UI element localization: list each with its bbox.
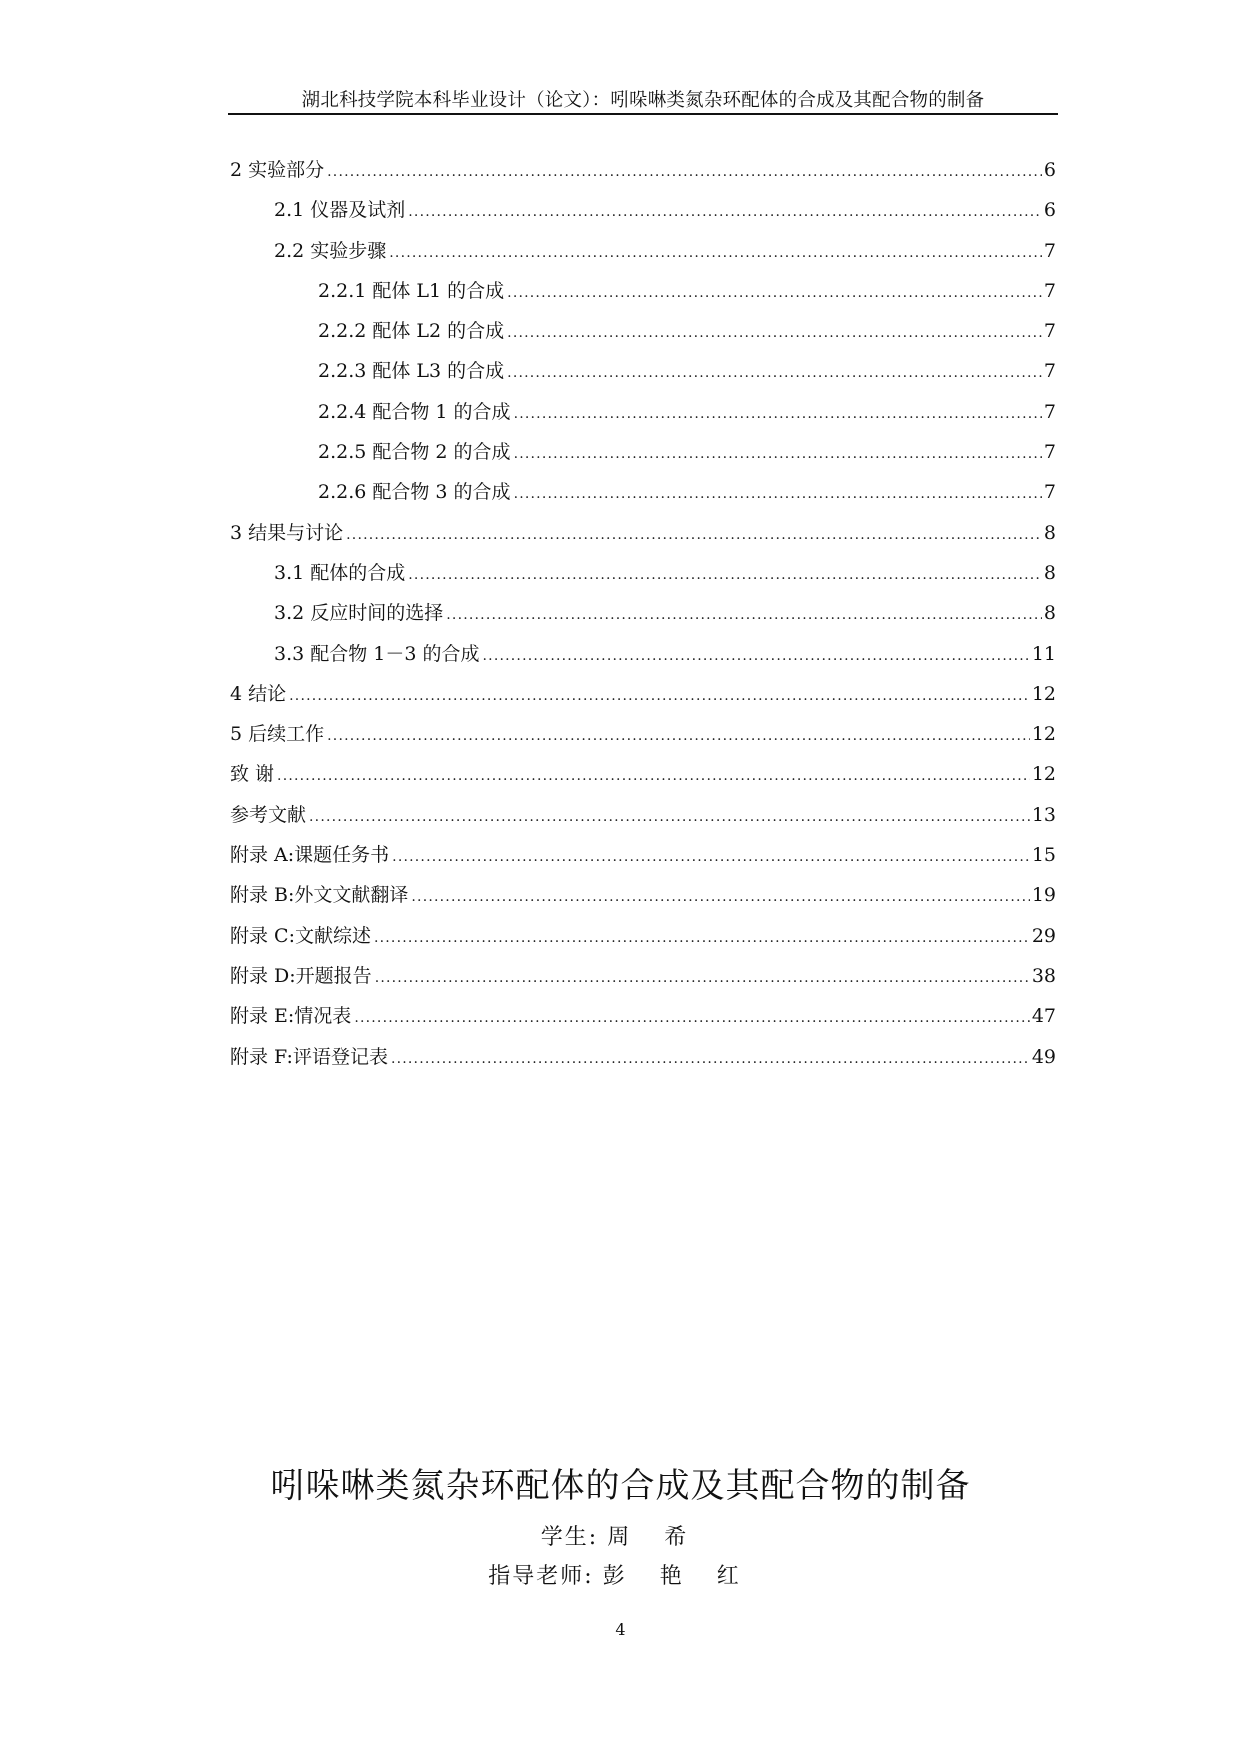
toc-dot-leader <box>389 245 1042 261</box>
toc-entry-page: 7 <box>1043 239 1056 262</box>
toc-entry-page: 15 <box>1031 844 1056 867</box>
toc-entry-label: 3 结果与讨论 <box>230 521 344 544</box>
toc-dot-leader <box>514 486 1042 502</box>
toc-entry-page: 12 <box>1031 763 1056 786</box>
toc-entry[interactable] <box>230 759 1056 799</box>
toc-dot-leader <box>289 688 1030 704</box>
toc-entry-page: 19 <box>1031 884 1056 907</box>
toc-entry-label: 附录 A:课题任务书 <box>230 844 390 867</box>
toc-entry[interactable] <box>230 316 1056 356</box>
toc-entry-label: 附录 F:评语登记表 <box>230 1045 388 1068</box>
toc-entry-page: 6 <box>1043 159 1056 181</box>
toc-entry-page: 7 <box>1043 279 1056 302</box>
toc-entry-label: 3.3 配合物 1－3 的合成 <box>274 642 480 665</box>
toc-dot-leader <box>446 607 1042 623</box>
toc-entry-page: 7 <box>1043 320 1056 343</box>
toc-entry-page: 49 <box>1031 1045 1056 1068</box>
toc-dot-leader <box>411 889 1029 905</box>
toc-dot-leader <box>483 648 1030 664</box>
toc-entry-page: 7 <box>1043 360 1056 383</box>
toc-entry-label: 2.1 仪器及试剂 <box>274 199 406 222</box>
toc-dot-leader <box>507 325 1042 341</box>
toc-entry[interactable] <box>230 1001 1056 1041</box>
toc-entry[interactable] <box>230 477 1056 517</box>
toc-entry-page: 7 <box>1043 481 1056 504</box>
toc-entry-page: 29 <box>1031 924 1056 947</box>
toc-entry[interactable] <box>230 679 1056 719</box>
toc-entry-page: 11 <box>1031 642 1056 665</box>
toc-entry[interactable] <box>230 719 1056 759</box>
toc-entry-label: 2.2.5 配合物 2 的合成 <box>318 441 511 464</box>
advisor-label: 指导老师: <box>488 1564 594 1589</box>
toc-entry-label: 附录 D:开题报告 <box>230 964 372 987</box>
toc-entry-page: 12 <box>1031 682 1056 705</box>
table-of-contents <box>230 155 1056 1082</box>
toc-entry[interactable] <box>230 598 1056 638</box>
toc-entry[interactable] <box>230 397 1056 437</box>
toc-entry-page: 47 <box>1031 1005 1056 1028</box>
toc-entry-page: 7 <box>1043 400 1056 423</box>
toc-dot-leader <box>374 930 1030 946</box>
student-label: 学生: <box>540 1525 599 1550</box>
toc-entry-label: 参考文献 <box>230 803 307 826</box>
page-number: 4 <box>615 1620 626 1639</box>
toc-dot-leader <box>514 446 1042 462</box>
toc-entry-page: 7 <box>1043 441 1056 464</box>
advisor-line <box>0 1559 1241 1590</box>
student-name: 周 希 <box>607 1525 701 1550</box>
toc-entry-label: 5 后续工作 <box>230 723 325 746</box>
toc-entry[interactable] <box>230 1042 1056 1082</box>
toc-entry[interactable] <box>230 518 1056 558</box>
toc-entry-label: 2.2.3 配体 L3 的合成 <box>318 360 505 383</box>
toc-entry-page: 38 <box>1031 964 1056 987</box>
toc-dot-leader <box>375 970 1030 986</box>
toc-dot-leader <box>354 1010 1030 1026</box>
thesis-title: 吲哚啉类氮杂环配体的合成及其配合物的制备 <box>270 1466 971 1506</box>
toc-entry[interactable] <box>230 437 1056 477</box>
toc-dot-leader <box>392 849 1030 865</box>
toc-dot-leader <box>408 204 1042 220</box>
toc-entry[interactable] <box>230 558 1056 598</box>
toc-entry[interactable] <box>230 155 1056 195</box>
toc-entry[interactable] <box>230 840 1056 880</box>
toc-dot-leader <box>507 285 1042 301</box>
toc-entry-label: 致 谢 <box>230 763 275 786</box>
toc-entry-page: 12 <box>1031 723 1056 746</box>
toc-dot-leader <box>408 567 1042 583</box>
student-line <box>0 1520 1241 1551</box>
toc-entry-page: 8 <box>1043 521 1056 544</box>
toc-entry-label: 3.1 配体的合成 <box>274 561 406 584</box>
toc-entry-page: 8 <box>1043 602 1056 625</box>
toc-dot-leader <box>346 527 1042 543</box>
toc-entry-page: 13 <box>1031 803 1056 826</box>
toc-dot-leader <box>327 728 1030 744</box>
toc-entry[interactable] <box>230 921 1056 961</box>
toc-entry-label: 2.2.2 配体 L2 的合成 <box>318 320 505 343</box>
toc-entry[interactable] <box>230 195 1056 235</box>
toc-entry-label: 4 结论 <box>230 682 287 705</box>
advisor-name: 彭 艳 红 <box>602 1564 753 1589</box>
toc-dot-leader <box>514 406 1042 422</box>
toc-entry-label: 2.2.6 配合物 3 的合成 <box>318 481 511 504</box>
toc-entry-label: 附录 B:外文文献翻译 <box>230 884 409 907</box>
toc-dot-leader <box>309 809 1030 825</box>
toc-entry-label: 2.2.1 配体 L1 的合成 <box>318 279 505 302</box>
toc-entry-label: 3.2 反应时间的选择 <box>274 602 444 625</box>
toc-entry[interactable] <box>230 639 1056 679</box>
toc-entry[interactable] <box>230 276 1056 316</box>
toc-entry-label: 附录 C:文献综述 <box>230 924 371 947</box>
toc-entry[interactable] <box>230 356 1056 396</box>
toc-entry-page: 6 <box>1043 199 1056 222</box>
toc-dot-leader <box>507 365 1042 381</box>
header-divider <box>228 113 1058 115</box>
toc-entry[interactable] <box>230 961 1056 1001</box>
toc-entry-label: 2.2.4 配合物 1 的合成 <box>318 400 511 423</box>
toc-entry-page: 8 <box>1043 561 1056 584</box>
toc-entry[interactable] <box>230 800 1056 840</box>
toc-dot-leader <box>391 1051 1030 1067</box>
toc-entry-label: 2 实验部分 <box>230 159 325 181</box>
toc-dot-leader <box>277 768 1030 784</box>
running-header: 湖北科技学院本科毕业设计（论文）：吲哚啉类氮杂环配体的合成及其配合物的制备 <box>301 90 985 111</box>
toc-dot-leader <box>327 164 1042 180</box>
toc-entry[interactable] <box>230 236 1056 276</box>
toc-entry[interactable] <box>230 880 1056 920</box>
toc-entry-label: 2.2 实验步骤 <box>274 239 387 262</box>
toc-entry-label: 附录 E:情况表 <box>230 1005 352 1028</box>
